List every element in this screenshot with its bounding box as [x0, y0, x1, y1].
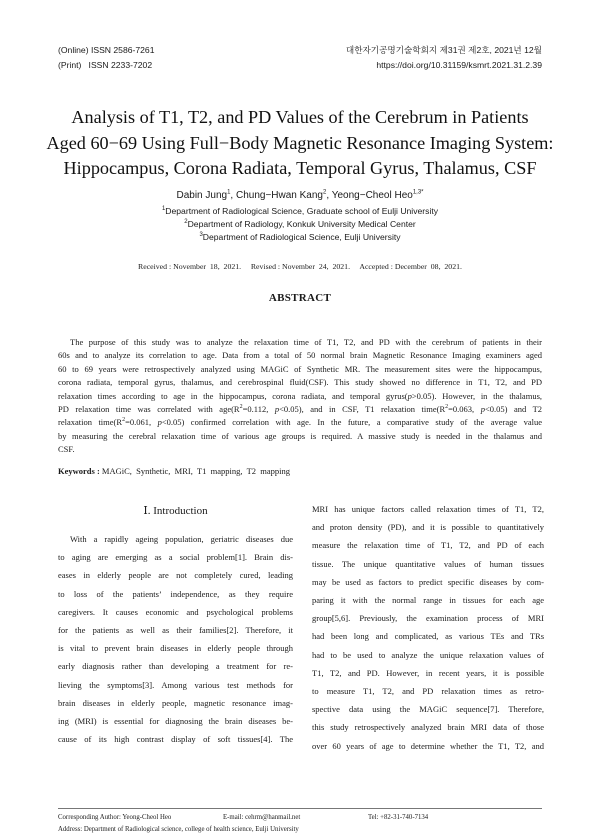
affiliation: $^3$Department of Radiological Science, Eulji University — [199, 232, 401, 242]
corresponding-author: Corresponding Author: Yeong-Cheol Heo — [58, 814, 172, 821]
corresponding-author-footnote — [58, 812, 542, 836]
body-line: had been long and complicated, as various TEs and TRs — [312, 631, 544, 642]
affiliation-mark: 3 — [199, 232, 203, 239]
abstract-line: 60s and to analyze its correlation to age. Data from a total of 50 normal brain Magnetic Resonance Imaging examiners aged — [58, 350, 542, 361]
body-line: cause of its high contrast display of soft tissues[4]. The — [58, 734, 293, 745]
abstract-line: 60 to 69 years were retrospectively analyzed using MAGiC of Synthetic MR. The measurement sites were the hippocampus, — [58, 363, 542, 374]
body-column-right — [312, 500, 544, 755]
title-line: Aged 60−69 Using Full−Body Magnetic Resonance Imaging System: — [46, 132, 554, 153]
doi-link[interactable]: https://doi.org/10.31159/ksmrt.2021.31.2.39 — [376, 59, 542, 70]
affiliation-mark: 2 — [184, 219, 188, 226]
body-line: and proton density (PD), and it is possible to quantitatively — [312, 522, 544, 533]
journal-issn-block — [58, 43, 155, 72]
abstract-body — [58, 336, 542, 457]
body-line: ing (MRI) is essential for diagnosing the brain diseases be- — [58, 716, 293, 727]
body-line: this study retrospectively analyzed brain MRI data of those — [312, 722, 544, 733]
keywords — [58, 466, 290, 476]
abstract-line: by measuring the cerebral relaxation time of various age groups is required. A massive study is needed in the thalamus and — [58, 430, 542, 441]
footnote-divider — [58, 808, 542, 809]
body-line: brain diseases in elderly people, magnetic resonance imag- — [58, 697, 293, 708]
body-line: spective data using the MAGiC sequence[7]. Therefore, — [312, 704, 544, 715]
abstract-line: PD relaxation time was correlated with $age(R^2=0.112$, p<0.05), and in CSF, T1 relaxation $time(R^2=0.063$, p<0.05) and T2 — [58, 404, 543, 415]
body-line: had to be used to analyze the unique relaxation values of — [312, 649, 544, 660]
body-line: to loss of the patients’ independence, as they require — [58, 588, 293, 599]
body-line: caregivers. It causes economic and psychological problems — [58, 606, 293, 617]
abstract-line: CSF. — [58, 444, 75, 455]
abstract-line: corona radiata, temporal gyrus, thalamus, and cerebrospinal fluid(CSF). This study showed no difference in T1, T2, and PD — [58, 377, 542, 388]
journal-name: 대한자기공명기술학회지 제31권 제2호, 2021년 12월 — [345, 45, 542, 55]
author-affiliation-mark: 2 — [323, 189, 327, 196]
body-column-left — [58, 530, 293, 748]
body-line: to aging are emerging as a social problem[1]. Brain dis- — [58, 552, 293, 563]
address: Address: Department of Radiological science, college of health science, Eulji University — [58, 826, 299, 833]
abstract-line: The purpose of this study was to analyze the relaxation time of T1, T2, and PD with the cerebrum of patients in their — [70, 337, 542, 347]
body-line: over 60 years of age to determine whether the T1, T2, and — [312, 740, 544, 751]
paper-title — [40, 105, 560, 182]
issn-online: (Online) ISSN 2586-7261 — [58, 45, 155, 55]
body-line: is vital to prevent brain diseases in elderly people through — [58, 643, 293, 654]
affiliation-list — [0, 205, 600, 244]
section-heading-introduction: Ⅰ. Introduction — [143, 505, 208, 517]
affiliation-mark: 1 — [161, 206, 166, 213]
submission-dates: Received : November 18, 2021. Revised : November 24, 2021. Accepted : December 08, 2021. — [138, 262, 462, 271]
affiliation: $^1$Department of Radiological Science, Graduate school of Eulji University — [161, 206, 439, 216]
author-name: Yeong−Cheol Heo — [331, 190, 413, 201]
keywords-label: Keywords : — [58, 466, 102, 476]
body-line: T1, T2, and PD. However, in recent years, it is possible — [312, 667, 544, 678]
author-affiliation-mark: 1,3* — [412, 189, 424, 196]
issn-print: (Print) ISSN 2233-7202 — [58, 59, 153, 70]
body-line: to measure T1, T2, and PD relaxation times as retro- — [312, 686, 544, 697]
body-line: tissue. The unique quantitative values of human tissues — [312, 558, 544, 569]
body-line: early diagnosis rather than developing a treatment for re- — [58, 661, 293, 672]
email-address[interactable]: E-mail: cehrm@hanmail.net — [223, 814, 301, 821]
abstract-line: relaxation times according to age in the hippocampus, corona radiata, and temporal gyrus(p>0.05). However, in the thalamus, — [58, 390, 543, 401]
author-list: Dabin Jung$^1$, Chung−Hwan Kang$^2$, Yeong−Cheol Heo$^{1,3*}$ — [176, 189, 424, 201]
affiliation: $^2$Department of Radiology, Konkuk University Medical Center — [184, 219, 416, 229]
body-line: MRI has unique factors called relaxation times of T1, T2, — [312, 504, 544, 514]
title-line: Hippocampus, Corona Radiata, Temporal Gyrus, Thalamus, CSF — [63, 158, 537, 178]
body-line: measure the relaxation time of T1, T2, and PD of each — [312, 540, 544, 551]
body-line: for the patients as well as their families[2]. Therefore, it — [58, 625, 293, 636]
body-line: paring it with the normal range in tissues for each age — [312, 595, 544, 606]
abstract-line: relaxation $time(R^2=0.061$, p<0.05) confirmed correlation with age. In the future, a comparative study of the average value — [58, 417, 543, 428]
body-line: With a rapidly ageing population, geriatric diseases due — [70, 534, 293, 544]
abstract-heading: ABSTRACT — [268, 292, 332, 304]
body-line: group[5,6]. Previously, the examination process of MRI — [312, 613, 544, 624]
title-line: Analysis of T1, T2, and PD Values of the Cerebrum in Patients — [71, 107, 529, 127]
author-name: Chung−Hwan Kang — [235, 190, 323, 201]
author-name: Dabin Jung — [176, 190, 228, 201]
keywords-value: MAGiC, Synthetic, MRI, T1 mapping, T2 mapping — [101, 466, 291, 476]
body-line: may be used as factors to predict specific diseases by com- — [312, 576, 544, 587]
body-line: lieving the symptoms[3]. Among various test methods for — [58, 679, 293, 690]
body-line: eases in elderly people are not completely cured, leading — [58, 570, 293, 581]
author-affiliation-mark: 1 — [227, 189, 231, 196]
telephone: Tel: +82-31-740-7134 — [368, 814, 429, 821]
journal-citation-block — [346, 43, 542, 72]
